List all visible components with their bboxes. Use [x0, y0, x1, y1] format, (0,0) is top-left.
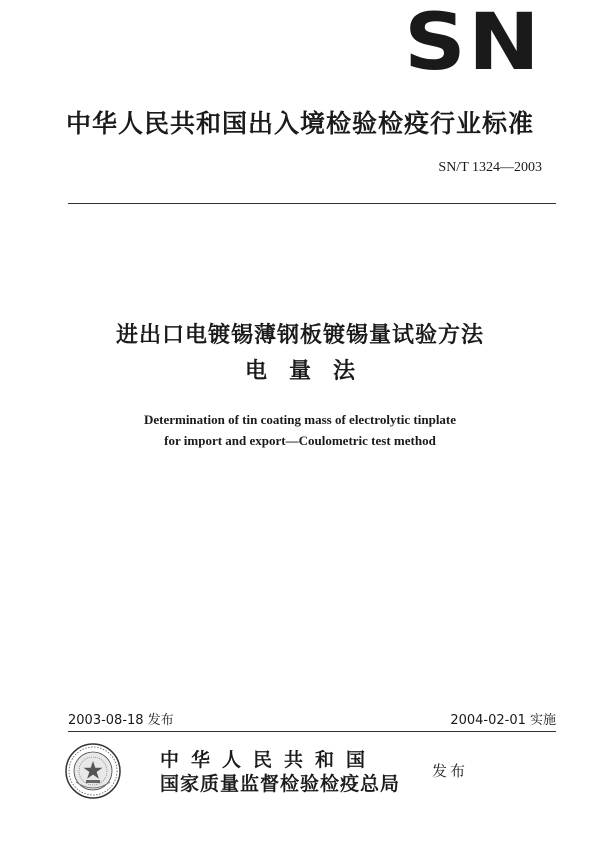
publisher-line-2: 国家质量监督检验检疫总局 — [160, 773, 401, 795]
standard-code: SN/T 1324—2003 — [438, 160, 542, 175]
publish-label: 发布 — [432, 762, 469, 780]
industry-standard-title: 中华人民共和国出入境检验检疫行业标准 — [65, 109, 534, 138]
top-divider — [68, 203, 556, 204]
english-title-line-2: for import and export—Coulometric test method — [164, 433, 436, 448]
chinese-subtitle: 电量法 — [244, 359, 377, 384]
english-title-line-1: Determination of tin coating mass of electrolytic tinplate — [143, 412, 457, 427]
implementation-date: 2004-02-01 实施 — [450, 713, 556, 728]
national-emblem-seal-icon — [64, 742, 122, 800]
english-title — [0, 409, 600, 451]
chinese-main-title: 进出口电镀锡薄钢板镀锡量试验方法 — [115, 323, 484, 348]
bottom-divider — [68, 731, 556, 732]
publisher-block — [160, 748, 400, 796]
publisher-line-1: 中华人民共和国 — [160, 749, 378, 771]
issue-date: 2003-08-18 发布 — [68, 713, 174, 728]
sn-logo: SN — [403, 0, 542, 88]
